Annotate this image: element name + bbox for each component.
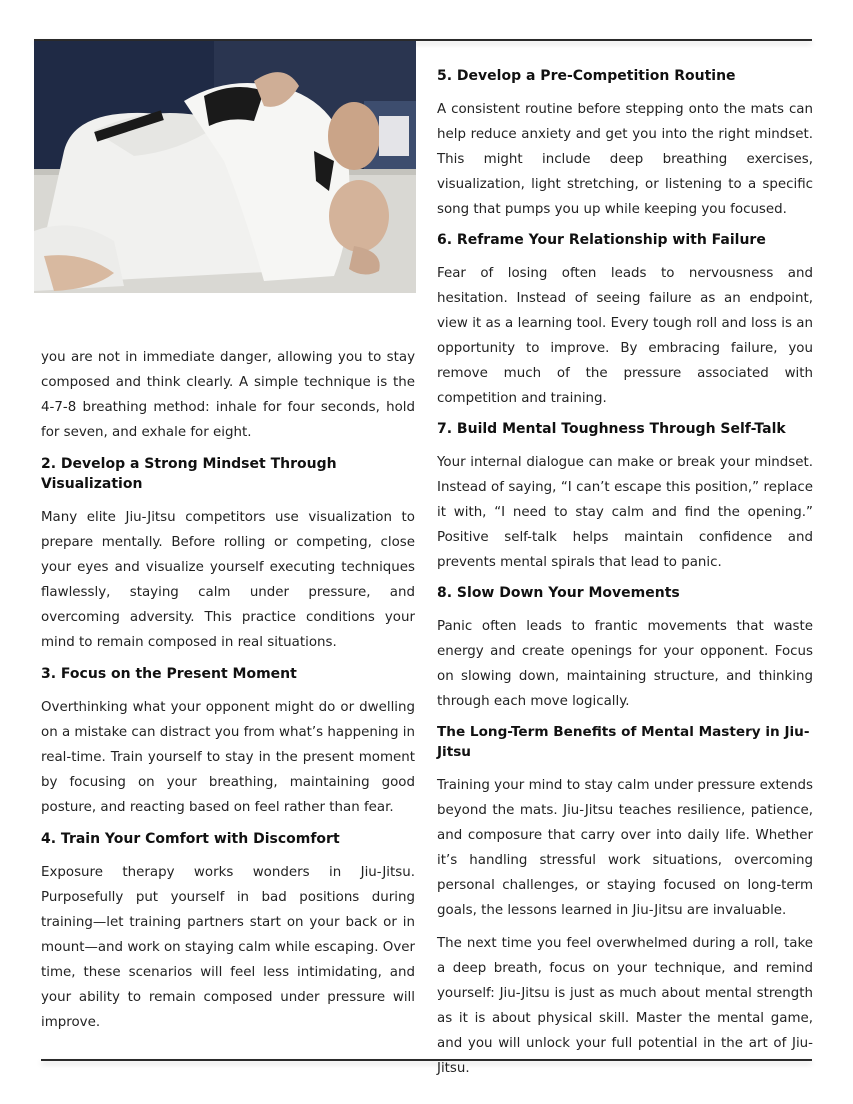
photo-illustration xyxy=(34,41,416,293)
section-text-visualization: Many elite Jiu-Jitsu competitors use visualization to prepare mentally. Before rolling or competing, close your eyes and visualize yourself executing techniques flawlessly, staying calm under pressure, and overcoming adversity. This practice conditions your mind to remain composed in real situations. xyxy=(41,510,415,650)
section-text-long-term-1: Training your mind to stay calm under pressure extends beyond the mats. Jiu-Jitsu teaches resilience, patience, and composure that carry over into daily life. Whether it’s handling stressful work situations, overcoming personal challenges, or staying focused on long-term goals, the lessons learned in Jiu-Jitsu are invaluable. xyxy=(437,778,813,918)
jiu-jitsu-photo xyxy=(34,41,416,293)
intro-paragraph: you are not in immediate danger, allowing you to stay composed and think clearly. A simple technique is the 4-7-8 breathing method: inhale for four seconds, hold for seven, and exhale for eight. xyxy=(41,350,415,440)
section-text-present-moment: Overthinking what your opponent might do or dwelling on a mistake can distract you from what’s happening in real-time. Train yourself to stay in the present moment by focusing on your breathing, maintaining good posture, and reacting based on feel rather than fear. xyxy=(41,700,415,815)
section-heading-discomfort: 4. Train Your Comfort with Discomfort xyxy=(41,831,340,847)
section-text-long-term-2: The next time you feel overwhelmed during a roll, take a deep breath, focus on your technique, and remind yourself: Jiu-Jitsu is just as much about mental strength as it is about physical skill. Master the mental game, and you will unlock your full potential in the art of Jiu-Jitsu. xyxy=(437,936,813,1076)
section-heading-self-talk: 7. Build Mental Toughness Through Self-Talk xyxy=(437,421,786,437)
left-column xyxy=(41,345,415,1044)
bottom-divider xyxy=(41,1059,812,1061)
section-heading-present-moment: 3. Focus on the Present Moment xyxy=(41,666,297,682)
section-heading-visualization: 2. Develop a Strong Mindset Through Visualization xyxy=(41,456,337,492)
section-text-slow-down: Panic often leads to frantic movements that waste energy and create openings for your opponent. Focus on slowing down, maintaining structure, and thinking through each move logically. xyxy=(437,619,813,709)
right-column xyxy=(437,66,813,1089)
section-heading-routine: 5. Develop a Pre-Competition Routine xyxy=(437,68,736,84)
section-text-failure: Fear of losing often leads to nervousness and hesitation. Instead of seeing failure as an endpoint, view it as a learning tool. Every tough roll and loss is an opportunity to improve. By embracing failure, you remove much of the pressure associated with competition and training. xyxy=(437,266,813,406)
section-text-discomfort: Exposure therapy works wonders in Jiu-Jitsu. Purposefully put yourself in bad positions during training—let training partners start on your back or in mount—and work on staying calm while escaping. Over time, these scenarios will feel less intimidating, and your ability to remain composed under pressure will improve. xyxy=(41,865,415,1030)
section-text-self-talk: Your internal dialogue can make or break your mindset. Instead of saying, “I can’t escape this position,” replace it with, “I need to stay calm and find the opening.” Positive self-talk helps maintain confidence and prevents mental spirals that lead to panic. xyxy=(437,455,813,570)
section-text-routine: A consistent routine before stepping onto the mats can help reduce anxiety and get you into the right mindset. This might include deep breathing exercises, visualization, light stretching, or listening to a specific song that pumps you up while keeping you focused. xyxy=(437,102,813,217)
section-heading-failure: 6. Reframe Your Relationship with Failure xyxy=(437,232,766,248)
section-heading-long-term: The Long-Term Benefits of Mental Mastery in Jiu-Jitsu xyxy=(437,724,810,760)
section-heading-slow-down: 8. Slow Down Your Movements xyxy=(437,585,680,601)
